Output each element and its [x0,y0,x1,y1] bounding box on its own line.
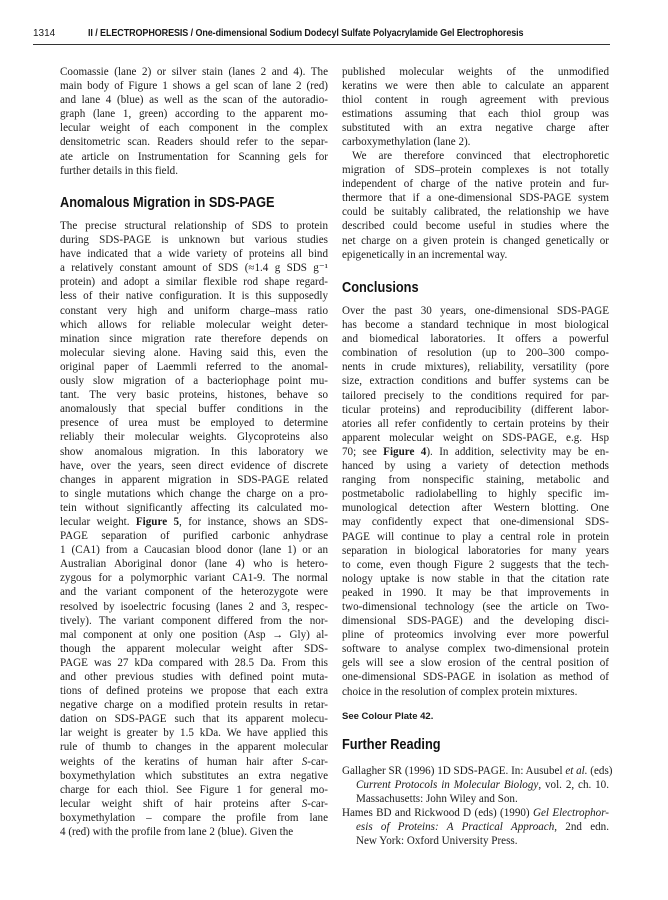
text-line: lecular weight of each component in the complex [60,122,328,135]
text-line: migration of SDS–protein complexes is not totally [342,164,609,177]
text-line: which allows for reliable molecular weight deter- [60,318,328,331]
text-span: lecular weight. [60,515,136,528]
text-line: choice in the resolution of complex protein mixtures. [342,685,578,698]
right-paragraph-2 [342,149,609,262]
text-line: munological detection after Western blotting. One [342,502,609,515]
text-line: resolved by isoelectric focusing (lanes 2 and 3, respec- [60,600,328,613]
left-paragraph-1 [60,65,328,178]
text-line: epigenetically in an incremental way. [342,248,508,261]
text-line: during SDS-PAGE is unknown but various studies [60,234,328,247]
text-line: have, over the years, seen direct evidence of discrete [60,459,328,472]
text-line: though the apparent molecular weight after SDS- [60,642,328,655]
text-line: Coomassie (lane 2) or silver stain (lanes 2 and 4). The [60,66,328,78]
text-line: densitometric scan. Readers should refer to the separ- [60,136,328,149]
text-line: nology uptake is now stable in that the citation rate [342,572,609,585]
text-line: nents in crude mixtures), reliability, versatility (pore [342,361,609,374]
text-line: published molecular weights of the unmodified [342,66,609,78]
text-line: molecular sieving alone. Having said this, even the [60,346,328,359]
text-span: -car- [307,755,328,768]
italic-text: S [301,797,308,810]
text-line [60,755,328,769]
text-line: New York: Oxford University Press. [356,835,518,848]
text-line: and other previous studies with defined point muta- [60,671,328,683]
text-line: The precise structural relationship of SDS to protein [60,220,328,232]
conclusions-paragraph [342,304,609,699]
text-line: to come, even though Figure 2 suggests that the tech- [342,558,609,571]
text-line: two-dimensional technology (see the article on Two- [342,600,609,613]
section-heading-further-reading: Further Reading [342,737,441,753]
text-line: size, extraction conditions and buffer systems can be [342,375,609,388]
text-line: independent of charge of the native protein and fur- [342,178,609,191]
text-line: to single mutations which change the charge on a pro- [60,487,328,500]
text-line: anomalously that special buffer conditions in the [60,403,328,416]
text-line: show anomalous migration. In this laboratory we [60,445,328,458]
text-line: and biomedical laboratories. It offers a powerful [342,333,609,346]
text-line: mination since migration rate therefore depends on [60,332,328,345]
italic-text: Current Protocols in Molecular Biology [356,779,539,792]
running-title: II / ELECTROPHORESIS / One-dimensional Sodium Dodecyl Sulfate Polyacrylamide Gel Electrophoresis [88,28,524,39]
text-line: may confidently expect that one-dimensional SDS- [342,516,609,529]
text-line: keratins we were then able to calculate an apparent [342,80,609,93]
text-line: have indicated that a wide variety of proteins all bind [60,248,328,261]
text-line: 4 (red) with the profile from lane 2 (blue). Given the [60,826,294,839]
text-line: charge for each thiol. See Figure 1 for general mo- [60,783,328,796]
text-line: main body of Figure 1 shows a gel scan of lane 2 (red) [60,80,328,93]
text-line [342,764,613,778]
text-line: boxymethylation – compare the profile from lane [60,811,328,824]
reference-2 [342,806,609,848]
text-line: PAGE was 27 kDa compared with 28.5 Da. From this [60,656,328,669]
text-line: software to analyse complex two-dimensional protein [342,643,609,656]
bold-text: Figure 5 [135,515,180,528]
text-line: gels will see a slow erosion of the central position of [342,657,609,670]
text-line: changes in apparent migration in SDS-PAGE related [60,473,328,486]
text-line: thermore that if a one-dimensional SDS-PAGE system [342,192,609,205]
bold-text: Figure 4 [383,445,427,458]
text-line: combination of resolution (up to 200–300 compo- [342,347,609,360]
text-line [342,820,609,834]
text-line: negative charge on a modified protein results in retar- [60,699,328,712]
text-line: atories all refer confidently to certain proteins by their [342,417,609,430]
text-line: tailored precisely to the conditions required for par- [342,389,609,402]
text-line: constant very high and uniform charge–mass ratio [60,304,328,317]
text-line: a relatively constant amount of SDS (≈1.4 g SDS g⁻¹ [60,262,328,275]
text-line: lar weight is greater by 1.5 kDa. We have applied this [60,727,328,740]
text-line: graph (lane 1, green) according to the apparent mo- [60,108,328,121]
text-line: tein without significantly affecting its calculated mo- [60,501,328,514]
text-line: zygous for a polymorphic variant CA1-9. The normal [60,572,328,585]
text-line [342,778,609,792]
italic-text: esis of Proteins: A Practical Approach [356,821,555,834]
text-line: dation on SDS-PAGE such that its apparent molecu- [60,713,328,726]
text-span: Gallagher SR (1996) 1D SDS-PAGE. In: Ausubel [342,765,566,777]
text-line: apparent molecular weight on SDS-PAGE, e.g. Hsp [342,431,609,444]
text-line: ate article on Instrumentation for Scanning gels for [60,150,328,163]
text-span: , vol. 2, ch. 10. [538,779,610,792]
italic-text: Gel Electrophor- [532,807,609,819]
text-line: described could become useful in studies where the [342,220,609,233]
text-span: Hames BD and Rickwood D (eds) (1990) [342,807,533,819]
right-paragraph-1 [342,65,609,150]
text-line: tively). The variant component differed from the nor- [60,614,328,627]
text-line: PAGE separation of purified carbonic anhydrase [60,530,328,543]
text-line: Over the past 30 years, one-dimensional SDS-PAGE [342,305,609,317]
text-line: and lane 4 (blue) as well as the scan of the autoradio- [60,94,328,107]
text-line: thiol content in rough agreement with previous [342,94,609,107]
page-number: 1314 [33,28,56,39]
section-heading-anomalous-migration: Anomalous Migration in SDS-PAGE [60,195,275,211]
text-span: 70; see [342,445,384,458]
text-line: 1 (CA1) from a Caucasian blood donor (lane 1) or an [60,544,328,557]
text-line [342,445,609,459]
text-line: estimations assuming that each thiol group was [342,108,609,121]
text-span: lecular weight shift of hair proteins after [60,797,302,810]
text-line: mal component at only one position (Asp → Gly) al- [60,628,328,641]
text-line: and the variant component of the heterozygote were [60,586,328,599]
text-line: We are therefore convinced that electrophoretic [352,150,609,162]
text-span: , for instance, shows an SDS- [179,515,328,528]
reference-1 [342,764,613,806]
text-line: reliably their molecular weights. Glycoproteins also [60,431,328,444]
text-line: presence of urea must be employed to determine [60,417,328,430]
text-line: tions of defined proteins we propose that each extra [60,685,328,698]
text-span: -car- [307,797,328,810]
text-line: net charge on a given protein is changed genetically or [342,234,609,247]
text-line: one-dimensional SDS-PAGE in isolation as method of [342,671,609,684]
text-line: ously slow migration of a bacteriophage point mu- [60,375,328,388]
text-line: substituted with an extra negative charge after [342,122,609,135]
text-line: hanced by using a variety of detection methods [342,460,609,473]
text-line: carboxymethylation (lane 2). [342,136,471,149]
text-span: ). In addition, selectivity may be en- [426,445,610,458]
text-line [60,515,328,529]
colour-plate-note: See Colour Plate 42. [342,711,434,722]
text-line [60,797,328,811]
text-span: (eds) [587,765,613,777]
text-line: separation in biological laboratories for many years [342,544,609,557]
text-line: original paper of Laemmli referred to the anomal- [60,360,328,373]
text-line: dimensional SDS-PAGE) and the developing disci- [342,615,609,628]
text-span: weights of the keratins of human hair after [60,755,302,768]
text-line: protein) and adopt a similar flexible rod shape regard- [60,276,328,289]
header-rule [33,44,610,45]
text-line: pline of proteomics involving ever more powerful [342,629,609,642]
text-line: Australian Aboriginal donor (lane 4) who is hetero- [60,558,328,571]
text-line: rule of thumb to changes in the apparent molecular [60,741,328,754]
text-line: postmetabolic radiolabelling to highly specific im- [342,488,609,501]
italic-text: et al. [565,765,588,777]
text-line: peaked in 1990. It may be that improvements in [342,586,609,599]
text-span: , 2nd edn. [554,821,609,834]
text-line: ticular proteins) and reproducibility (different labor- [342,403,609,416]
text-line: tant. The very basic proteins, histones, behave so [60,389,328,402]
section-heading-conclusions: Conclusions [342,280,419,296]
text-line: has become a standard technique in most biological [342,319,609,332]
left-paragraph-2 [60,219,328,839]
text-line: ranging from nonspecific staining, metabolic and [342,474,609,487]
text-line [342,806,609,820]
text-line: less of their native configuration. It is this supposedly [60,290,328,303]
text-line: boxymethylation which substitutes an extra negative [60,769,328,782]
text-line: further details in this field. [60,164,178,177]
text-line: Massachusetts: John Wiley and Son. [356,793,518,806]
running-header [33,28,610,42]
text-line: could be suitably calibrated, the relationship we have [342,206,609,219]
text-line: PAGE will continue to play a central role in protein [342,530,609,543]
italic-text: S [301,755,308,768]
